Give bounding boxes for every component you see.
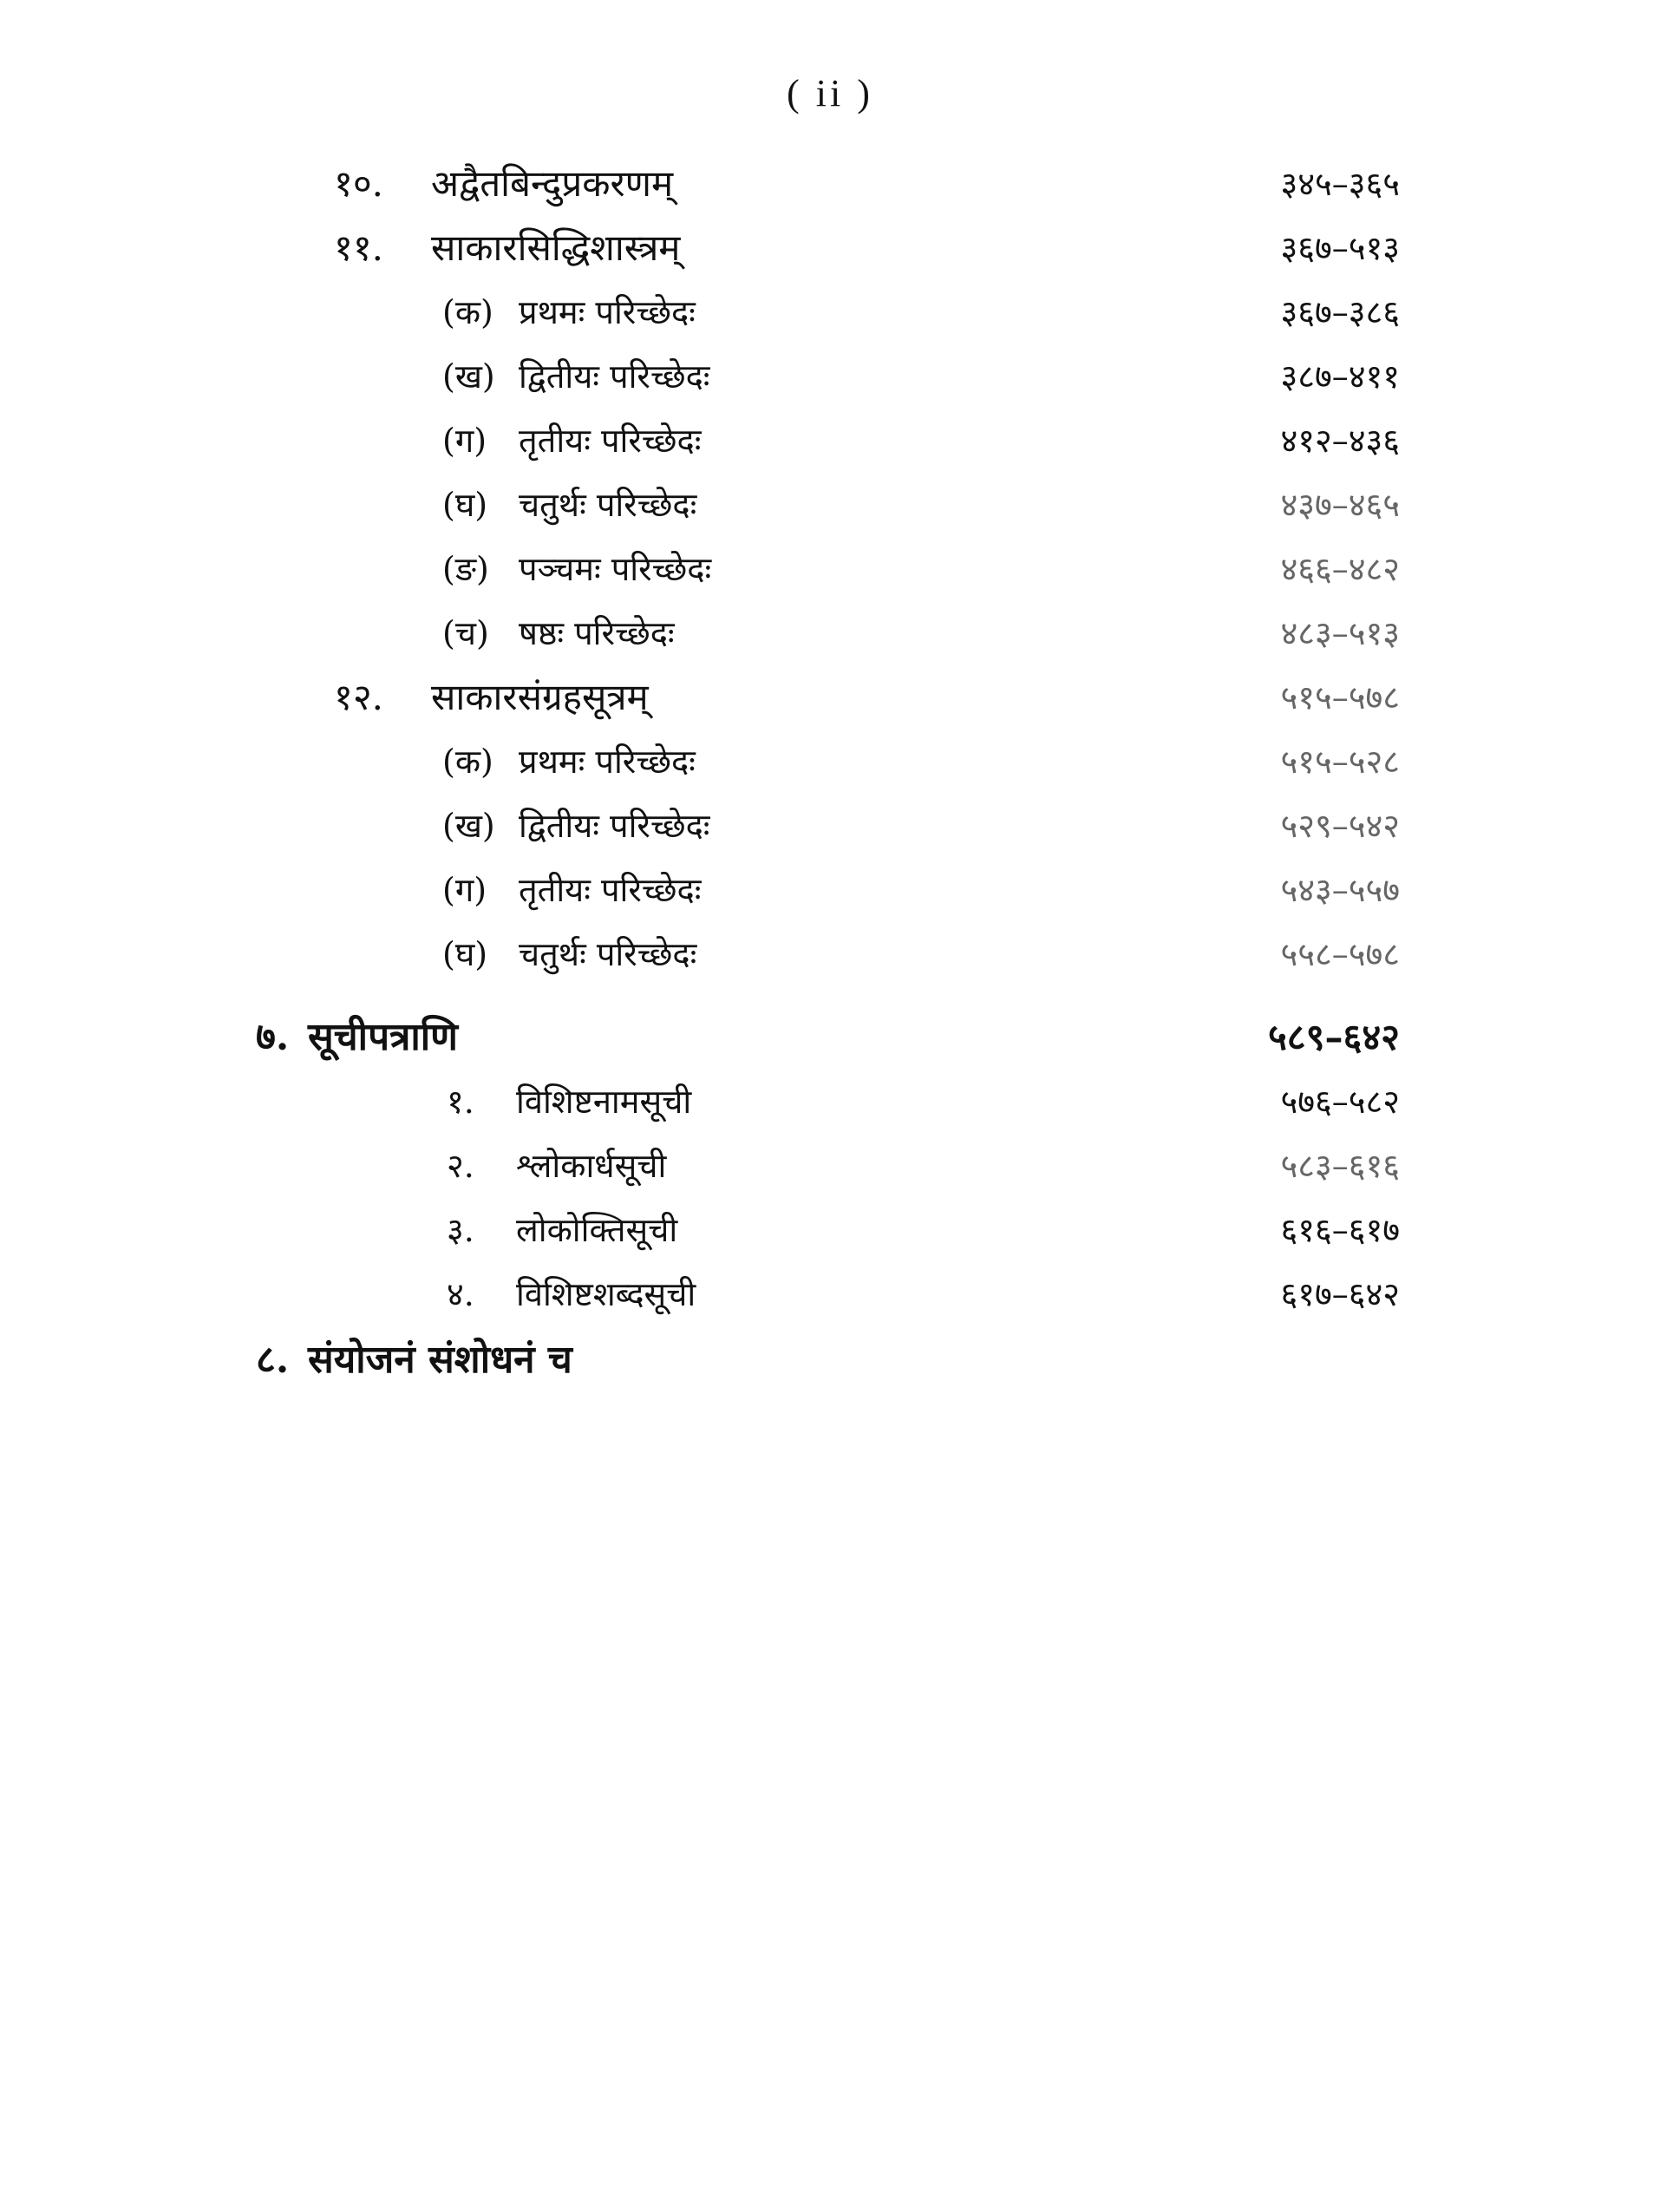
entry-pages: ३८७–४११ — [1280, 357, 1400, 396]
entry-pages: ३४५–३६५ — [1280, 165, 1400, 203]
entry-title: चतुर्थः परिच्छेदः — [519, 486, 697, 524]
entry-title: प्रथमः परिच्छेदः — [519, 293, 696, 331]
page-number: ( ii ) — [787, 72, 873, 115]
entry-title: द्वितीयः परिच्छेदः — [519, 357, 710, 396]
entry-number: (च) — [442, 614, 489, 652]
entry-title: षष्ठः परिच्छेदः — [519, 614, 675, 652]
entry-title: तृतीयः परिच्छेदः — [519, 422, 702, 460]
entry-pages: ३६७–३८६ — [1280, 293, 1400, 331]
entry-pages: ५१५–५२८ — [1280, 743, 1400, 781]
entry-pages: ५८३–६१६ — [1280, 1147, 1400, 1185]
entry-pages: ४१२–४३६ — [1280, 422, 1400, 460]
entry-title: पञ्चमः परिच्छेदः — [519, 550, 712, 588]
entry-title: प्रथमः परिच्छेदः — [519, 743, 696, 781]
entry-title: श्लोकार्धसूची — [516, 1147, 667, 1185]
entry-title: साकारसंग्रहसूत्रम् — [431, 676, 649, 718]
entry-number: (ख) — [442, 357, 495, 396]
entry-pages: ५५८–५७८ — [1280, 935, 1400, 973]
section-title: संयोजनं संशोधनं च — [308, 1338, 572, 1382]
entry-title: विशिष्टशब्दसूची — [516, 1275, 696, 1313]
entry-pages: ५७६–५८२ — [1280, 1083, 1400, 1121]
entry-title: द्वितीयः परिच्छेदः — [519, 807, 710, 845]
entry-number: ४. — [447, 1275, 474, 1313]
entry-number: २. — [447, 1147, 474, 1185]
section-title: सूचीपत्राणि — [308, 1015, 458, 1059]
entry-pages: ५१५–५७८ — [1280, 678, 1400, 717]
entry-title: लोकोक्तिसूची — [516, 1211, 678, 1249]
entry-number: ३. — [447, 1211, 474, 1249]
entry-number: (ङ) — [442, 550, 489, 588]
entry-title: चतुर्थः परिच्छेदः — [519, 935, 697, 973]
entry-number: (क) — [442, 743, 493, 781]
section-pages: ५८९–६४२ — [1267, 1016, 1400, 1058]
section-number: ८. — [256, 1338, 290, 1382]
entry-number: ११. — [334, 226, 384, 269]
entry-number: (क) — [442, 293, 493, 331]
entry-number: १२. — [334, 676, 384, 718]
entry-pages: ४८३–५१३ — [1280, 614, 1400, 652]
entry-number: (घ) — [442, 935, 488, 973]
entry-pages: ५४३–५५७ — [1280, 871, 1400, 909]
section-number: ७. — [256, 1015, 290, 1059]
entry-number: १०. — [334, 162, 384, 205]
entry-pages: ६१६–६१७ — [1280, 1211, 1400, 1249]
entry-number: (ग) — [442, 871, 487, 909]
entry-pages: ६१७–६४२ — [1280, 1275, 1400, 1313]
entry-number: (ग) — [442, 422, 487, 460]
entry-pages: ५२९–५४२ — [1280, 807, 1400, 845]
entry-title: साकारसिद्धिशास्त्रम् — [431, 226, 681, 269]
entry-pages: ४६६–४८२ — [1280, 550, 1400, 588]
entry-number: (ख) — [442, 807, 495, 845]
entry-pages: ३६७–५१३ — [1280, 229, 1400, 267]
entry-title: तृतीयः परिच्छेदः — [519, 871, 702, 909]
entry-pages: ४३७–४६५ — [1280, 486, 1400, 524]
entry-number: १. — [447, 1083, 474, 1121]
entry-title: अद्वैतबिन्दुप्रकरणम् — [431, 162, 674, 205]
entry-number: (घ) — [442, 486, 488, 524]
entry-title: विशिष्टनामसूची — [516, 1083, 692, 1121]
